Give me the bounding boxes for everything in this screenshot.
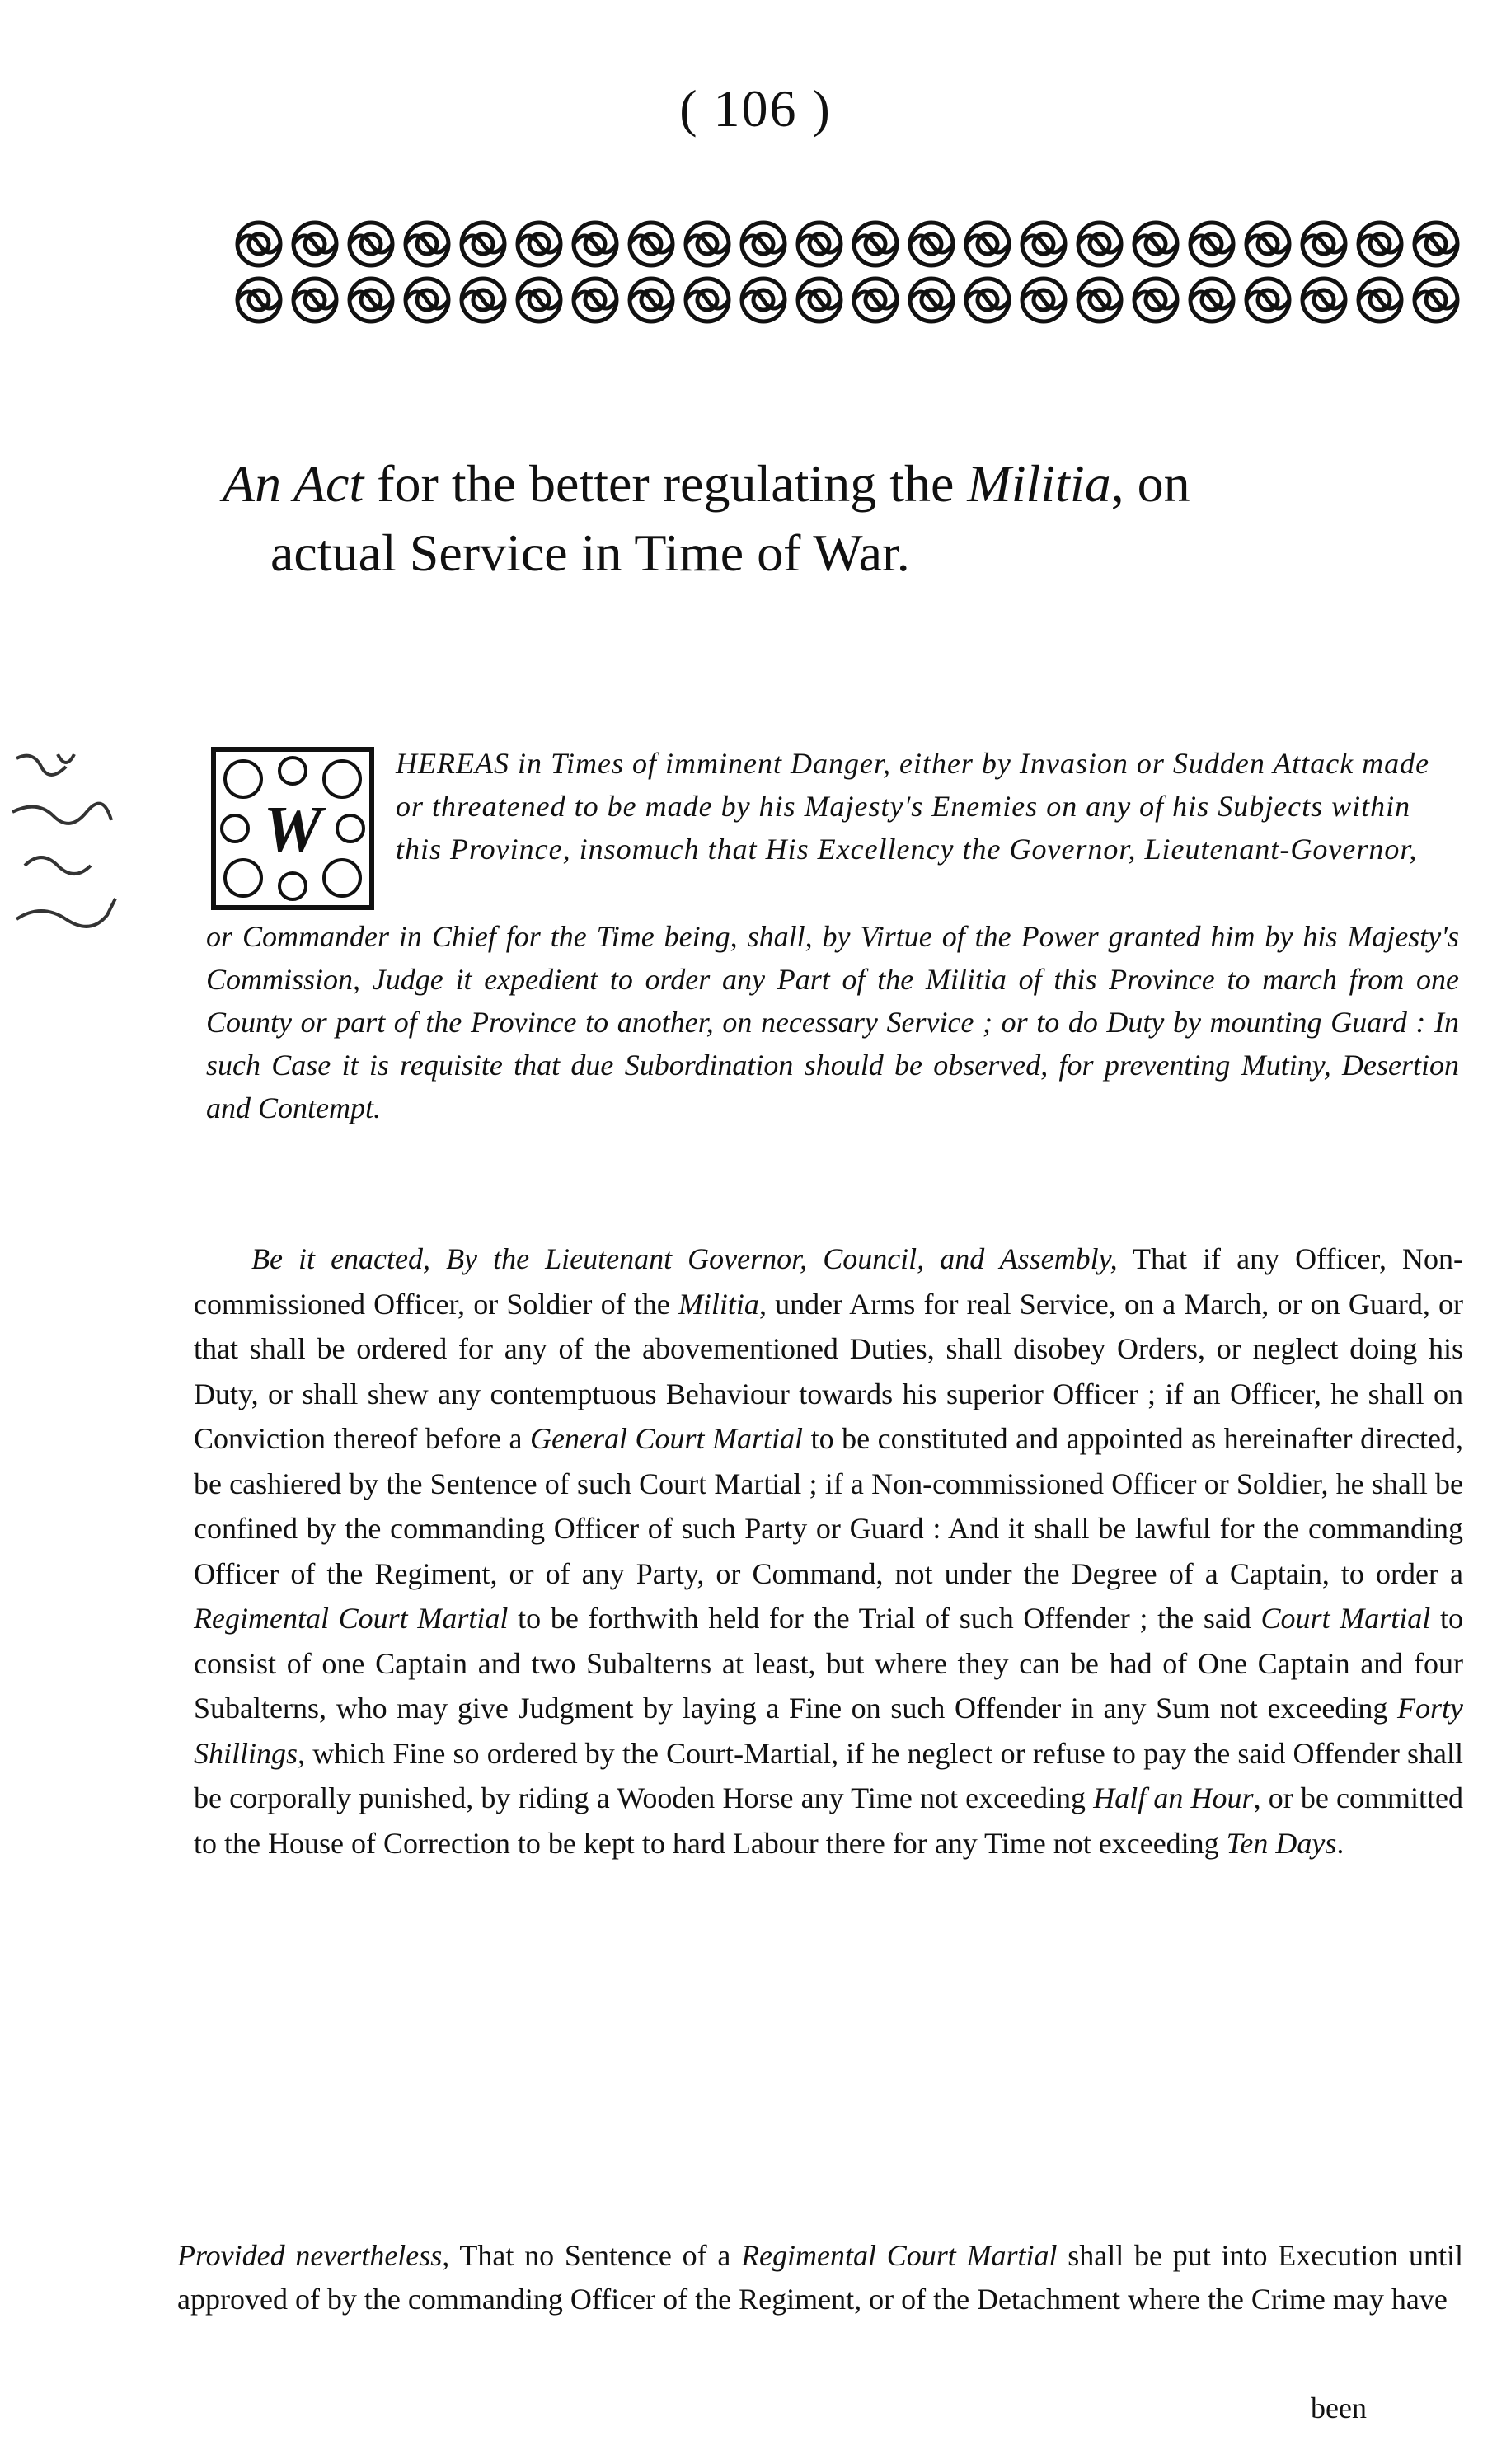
catchword: been [1311, 2391, 1367, 2424]
proviso-lead: Provided nevertheless, [177, 2239, 450, 2272]
proviso-regimental-court-martial: Regimental Court Martial [741, 2239, 1058, 2272]
enacting-text-4: to be forthwith held for the Trial of such Offender ; the said [508, 1602, 1261, 1635]
enacting-text-8: . [1336, 1826, 1344, 1860]
enacting-text-5: to consist of one Captain and two Subalterns at least, but where they can be had of One Captain and four Subalterns, who may give Judgment by laying a Fine on such Offender in any Sum not exceeding [194, 1602, 1463, 1725]
enacting-text-2: , under Arms for real Service, on a March, or on Guard, or that shall be ordered for any of the abovementioned Duties, shall disobey Orders, or neglect doing his Duty, or shall shew any contemptuous Behaviour towards his superior Officer ; if an Officer, he shall on Conviction thereof before a [194, 1287, 1463, 1455]
proviso-clause [177, 2234, 1463, 2321]
enacting-militia: Militia [678, 1287, 759, 1321]
enacting-text-1: That if any Officer, Non-commissioned Officer, or Soldier of the [194, 1242, 1463, 1321]
ornament-scroll [237, 292, 280, 308]
enacting-text-6: , which Fine so ordered by the Court-Martial, if he neglect or refuse to pay the said Offender shall be corporally punished, by riding a Wooden Horse any Time not exceeding [194, 1736, 1463, 1814]
ornament-scroll [1190, 292, 1233, 308]
title-line1-mid: for the better regulating the [364, 454, 968, 513]
enacting-general-court-martial: General Court Martial [529, 1422, 804, 1455]
ornament-scroll [1358, 292, 1401, 308]
ornament-band [231, 214, 1467, 330]
title-line2: actual Service in Time of War. [270, 523, 910, 582]
preamble-opening: HEREAS in Times of imminent Danger, either by Invasion or Sudden Attack made or threatened to be made by his Majesty's Enemies on any of his Subjects within this Province, insomuch that His Excellency the Governor, Lieutenant-Governor, [396, 747, 1430, 866]
ornament-scroll [854, 236, 897, 252]
ornament-scroll [1302, 292, 1345, 308]
title-line1-end: , on [1110, 454, 1190, 513]
ornament-scroll [1302, 236, 1345, 252]
ornament-scroll [966, 292, 1009, 308]
ornament-scroll [1134, 292, 1177, 308]
title-militia: Militia [967, 454, 1111, 513]
enacting-text-3: to be constituted and appointed as hereinafter directed, be cashiered by the Sentence of such Court Martial ; if a Non-commissioned Officer or Soldier, he shall be confined by the commanding Officer of such Party or Guard : And it shall be lawful for the commanding Officer of the Regiment, or of any Party, or Command, not under the Degree of a Captain, to order a [194, 1422, 1463, 1590]
ornament-scroll [237, 236, 280, 252]
ornament-scroll [1246, 292, 1289, 308]
ornament-scroll [1415, 292, 1457, 308]
ornament-scroll [518, 292, 561, 308]
proviso-text-1: That no Sentence of a [449, 2239, 742, 2272]
ornament-scroll [630, 292, 673, 308]
ornamental-drop-cap [210, 746, 375, 911]
ornament-scroll [518, 236, 561, 252]
proviso-text-2: shall be put into Execution until approved of by the commanding Officer of the Regiment, or of the Detachment where the Crime may have [177, 2239, 1463, 2316]
enacting-intro: Be it enacted, By the Lieutenant Governor, Council, and Assembly, [251, 1242, 1118, 1275]
ornament-scroll [350, 292, 392, 308]
enacting-clause [194, 1237, 1463, 1866]
ornament-scroll [462, 236, 504, 252]
ornament-scroll [910, 292, 953, 308]
ornament-scroll [1022, 292, 1065, 308]
drop-cap-letter: W [263, 794, 322, 866]
ornament-scroll [574, 292, 617, 308]
ornament-scroll [854, 292, 897, 308]
ornament-scroll [798, 236, 841, 252]
preamble-text: or Commander in Chief for the Time being, shall, by Virtue of the Power granted him by his Majesty's Commission, Judge it expedient to order any Part of the Militia of this Province to march from one County or part of the Province to another, on necessary Service ; or to do Duty by mounting Guard : In such Case it is requisite that due Subordination should be observed, for preventing Mutiny, Desertion and Contempt. [206, 920, 1459, 1124]
ornament-scroll [1078, 292, 1121, 308]
ornament-scroll [1358, 236, 1401, 252]
ornament-scroll [1190, 236, 1233, 252]
handwritten-margin-note [8, 742, 173, 988]
page-number: ( 106 ) [679, 79, 832, 138]
margin-scribble [8, 742, 173, 973]
enacting-fine-amount: Forty Shillings [194, 1692, 1463, 1770]
ornament-scroll [686, 292, 729, 308]
ornament-scroll [630, 236, 673, 252]
ornament-scroll [742, 292, 785, 308]
ornament-scroll [293, 292, 336, 308]
enacting-half-hour: Half an Hour [1093, 1781, 1254, 1814]
ornament-scroll [462, 292, 504, 308]
ornament-scroll [406, 292, 448, 308]
ornament-scroll [574, 236, 617, 252]
ornament-scroll [1415, 236, 1457, 252]
act-title [223, 449, 1459, 588]
ornament-scroll [350, 236, 392, 252]
ornament-scroll [966, 236, 1009, 252]
ornament-scroll [910, 236, 953, 252]
ornament-scroll [1022, 236, 1065, 252]
enacting-regimental-court-martial: Regimental Court Martial [194, 1602, 509, 1635]
ornament-scroll [686, 236, 729, 252]
ornament-scroll [293, 236, 336, 252]
title-act-prefix: An Act [223, 454, 364, 513]
enacting-text-7: , or be committed to the House of Correction to be kept to hard Labour there for any Time not exceeding [194, 1781, 1463, 1860]
ornament-scroll [742, 236, 785, 252]
ornament-scroll [1134, 236, 1177, 252]
ornament-scroll [1246, 236, 1289, 252]
enacting-court-martial: Court Martial [1260, 1602, 1431, 1635]
enacting-ten-days: Ten Days [1226, 1826, 1337, 1860]
ornament-scroll [1078, 236, 1121, 252]
ornament-scroll [798, 292, 841, 308]
ornament-scroll [406, 236, 448, 252]
